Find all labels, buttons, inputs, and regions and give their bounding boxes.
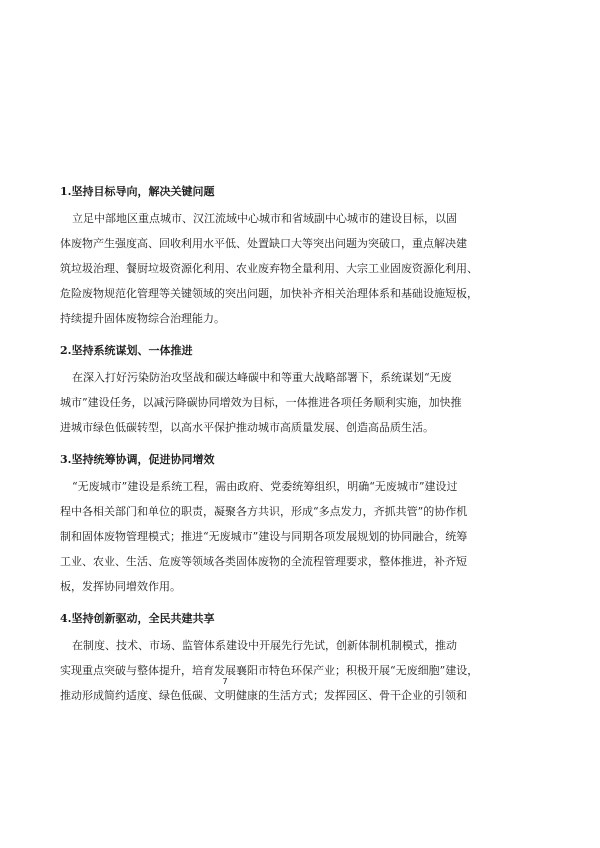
paragraph-line: 程中各相关部门和单位的职责，凝聚各方共识，形成“多点发力，齐抓共管”的协作机 [60, 505, 468, 518]
section-paragraph [60, 365, 462, 440]
paragraph-line: 立足中部地区重点城市、汉江流域中心城市和省域副中心城市的建设目标，以固 [72, 212, 457, 225]
section-heading: 2.坚持系统谋划、一体推进 [60, 344, 193, 357]
page-number: 7 [222, 677, 228, 686]
paragraph-line: 工业、农业、生活、危废等领域各类固体废物的全流程管理要求，整体推进，补齐短 [60, 555, 467, 568]
paragraph-line: 持续提升固体废物综合治理能力。 [60, 312, 225, 325]
section-paragraph [60, 633, 479, 708]
paragraph-line: 体废物产生强度高、回收利用水平低、处置缺口大等突出问题为突破口，重点解决建 [60, 237, 467, 250]
section-3 [60, 446, 468, 599]
paragraph-line: 板，发挥协同增效作用。 [60, 580, 181, 593]
section-heading: 1.坚持目标导向，解决关键问题 [60, 185, 215, 198]
paragraph-line: “无废城市”建设是系统工程，需由政府、党委统筹组织，明确“无废城市”建设过 [72, 480, 458, 493]
document-body [60, 178, 479, 714]
paragraph-line: 危险废物规范化管理等关键领域的突出问题，加快补齐相关治理体系和基础设施短板， [60, 287, 478, 300]
section-2 [60, 337, 462, 440]
paragraph-line: 制和固体废物管理模式；推进“无废城市”建设与同期各项发展规划的协同融合，统筹 [60, 530, 468, 543]
section-paragraph [60, 206, 478, 331]
paragraph-line: 实现重点突破与整体提升，培育发展襄阳市特色环保产业；积极开展“无废细胞”建设， [60, 664, 479, 677]
section-1 [60, 178, 478, 331]
section-heading: 3.坚持统筹协调，促进协同增效 [60, 453, 215, 466]
paragraph-line: 在深入打好污染防治攻坚战和碳达峰碳中和等重大战略部署下，系统谋划“无废 [72, 371, 452, 384]
paragraph-line: 筑垃圾治理、餐厨垃圾资源化利用、农业废弃物全量利用、大宗工业固废资源化利用、 [60, 262, 478, 275]
paragraph-line: 在制度、技术、市场、监管体系建设中开展先行先试，创新体制机制模式，推动 [72, 639, 457, 652]
section-4 [60, 605, 479, 708]
paragraph-line: 城市”建设任务，以减污降碳协同增效为目标，一体推进各项任务顺利实施，加快推 [60, 396, 462, 409]
paragraph-line: 推动形成简约适度、绿色低碳、文明健康的生活方式；发挥园区、骨干企业的引领和 [60, 689, 467, 702]
paragraph-line: 进城市绿色低碳转型，以高水平保护推动城市高质量发展、创造高品质生活。 [60, 421, 434, 434]
section-paragraph [60, 474, 468, 599]
section-heading: 4.坚持创新驱动，全民共建共享 [60, 612, 215, 625]
